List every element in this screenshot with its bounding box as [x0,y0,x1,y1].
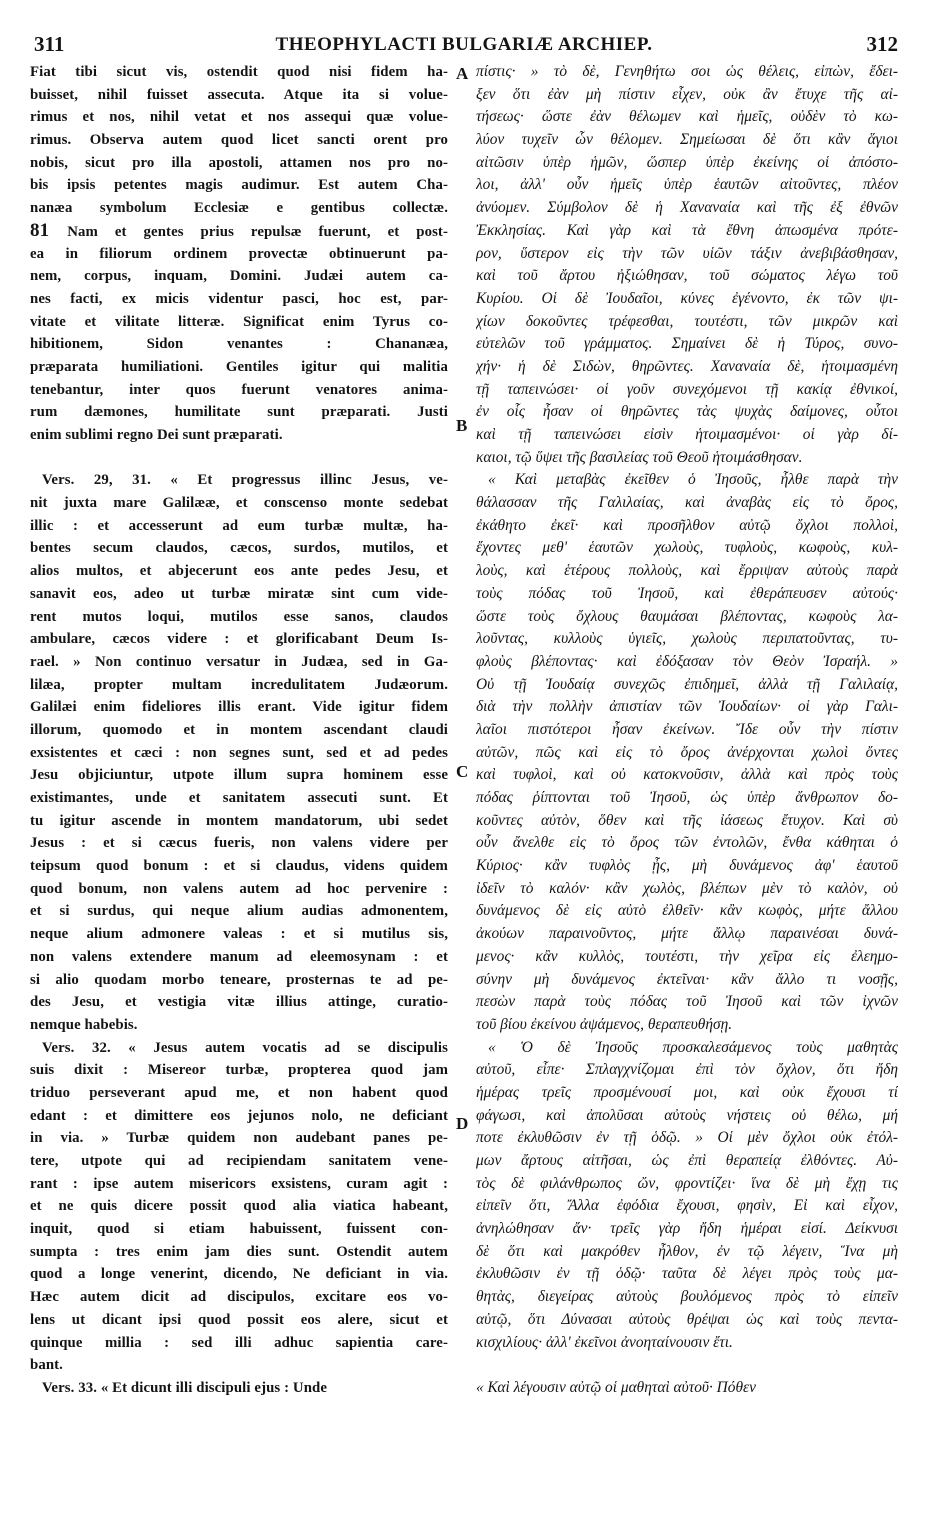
greek-line-57: κισχιλίους· ἀλλ' ἐκεῖνοι ἀνοηταίνουσιν ἔτι. [476,1333,733,1351]
latin-line-46: triduo perseverant apud me, et non habent quod [30,1084,448,1101]
greek-line-43: τοῦ βίου ἐκείνου ἀψάμενος, θεραπευθήσῃ. [476,1015,733,1033]
latin-line-41: si alio quodam morbo teneare, prosternas te ad pe- [30,971,448,988]
latin-line-23: alios multos, et abjecerunt eos ante pedes Jesu, et [30,563,448,580]
greek-line-23: λοὺς, καὶ ἑτέρους πολλοὺς, καὶ ἔρριψαν αὐτοὺς παρὰ [476,562,898,580]
latin-line-16: rum dæmones, humilitate sunt præparati. Justi [30,404,448,421]
latin-line-57: quinque millia : sed illi adhuc sapientia care- [30,1334,448,1351]
greek-line-39: ἀκούων παραινοῦντος, μήτε ἄλλῳ παραινέσαι δυνά- [476,925,898,943]
greek-line-38: δυνάμενος δὲ εἰς αὐτὸ ἐλθεῖν· κἂν κωφὸς, μήτε ἄλλου [476,902,898,920]
latin-line-28: lilæa, propter multam incredulitatem Judæorum. [30,676,448,693]
latin-line-54: quod a longe venerint, dicendo, Ne deficiant in via. [30,1266,448,1283]
greek-line-46: ἡμέρας τρεῖς προσμένουσί μοι, καὶ οὐκ ἔχουσι τί [476,1083,898,1101]
greek-line-37: ἰδεῖν τὸ καλόν· κἂν χωλὸς, βλέπων μὲν τὸ καλὸν, οὐ [476,879,898,897]
greek-line-25: ὥστε τοὺς ὄχλους θαυμάσαι βλέποντας, κωφοὺς λα- [476,607,898,625]
latin-line-49: tere, utpote qui ad recipiendam sanitatem vene- [30,1153,448,1169]
latin-line-34: tu igitur ascende in montem mandatorum, ubi sedet [30,812,448,829]
latin-line-5: nobis, sicut pro illa apostoli, attamen nos pro no- [30,154,448,171]
greek-line-14: χήν· ἡ δὲ Σιδὼν, θηρῶντες. Χαναναία δὲ, ἡτοιμασμένη [476,357,898,375]
greek-line-32: καὶ τυφλοὶ, καὶ οὐ κατοκνοῦσιν, ἀλλὰ καὶ πρὸς τοὺς [476,766,898,784]
latin-line-59: Vers. 33. « Et dicunt illi discipuli ejus : Unde [42,1379,328,1396]
greek-line-12: χίων δοκοῦντες τρέφεσθαι, τουτέστι, τῶν μικρῶν καὶ [476,312,898,330]
latin-line-31: exsistentes et cæci : non segnes sunt, sed et ad pedes [30,744,448,761]
latin-line-52: inquit, quod si etiam habuissent, fuissent con- [30,1221,448,1238]
greek-line-5: αἰτῶσιν ὑπὲρ ἡμῶν, ὥσπερ ὑπὲρ ἐκείνης οἱ ἀπόστο- [476,153,898,171]
latin-line-21: illic : et accesserunt ad eum turbæ multæ, ha- [30,517,448,534]
latin-line-50: rant : ipse autem misericors exsistens, curam agit : [30,1175,448,1192]
latin-line-39: neque alium admonere valeas : et si mutilus sis, [30,926,448,943]
greek-line-17: καὶ τῇ ταπεινώσει εἰσὶν ἡτοιμασμένοι· οἱ γὰρ δί- [476,426,898,443]
greek-line-8: Ἐκκλησίας. Καὶ γὰρ καὶ τὰ ἔθνη ἀπωσμένα πρότε- [476,221,898,239]
latin-column [30,61,448,1400]
greek-line-6: λοι, ἀλλ' οὖν ἡμεῖς ὑπὲρ ἑαυτῶν αἰτοῦντες, πλέον [476,176,898,194]
greek-line-31: αὐτῶν, πῶς καὶ εἰς τὸ ὄρος ἀνέρχονται χωλοὶ ὄντες [476,743,898,761]
latin-line-53: sumpta : tres enim jam dies sunt. Ostendit autem [30,1243,448,1260]
greek-line-56: αὐτῷ, ὅτι Δύνασαι αὐτοὺς θρέψαι ὡς καὶ τοὺς πεντα- [476,1310,898,1328]
latin-line-40: non valens extendere manum ad eleemosynam : et [30,948,448,965]
greek-line-44: « Ὁ δὲ Ἰησοῦς προσκαλεσάμενος τοὺς μαθητὰς [488,1038,898,1056]
latin-line-25: rent mutos loqui, mutilos esse sanos, claudos [30,608,448,625]
latin-line-51: et ne quis dicere possit quod alia viatica habeant, [30,1198,448,1215]
latin-line-35: Jesus : et si cæcus fueris, non valens videre per [30,835,448,852]
latin-line-44: Vers. 32. « Jesus autem vocatis ad se discipulis [42,1039,448,1056]
greek-line-16: ἐν οἷς ἦσαν οἱ θηρῶντες τὰς ψυχὰς δαίμονες, οὗτοι [476,403,898,421]
latin-line-30: illorum, quomodo et in montem ascendant claudi [30,721,448,738]
greek-line-34: κοῦντες αὐτὸν, ὅθεν καὶ τῆς ἰάσεως ἔτυχον. Καὶ σὺ [476,811,898,829]
greek-column [476,61,898,1400]
greek-line-18: καιοι, τῷ ὕψει τῆς βασιλείας τοῦ Θεοῦ ἡτοιμάσθησαν. [476,448,803,466]
greek-line-1: πίστις· » τὸ δὲ, Γενηθήτω σοι ὡς θέλεις, εἰπὼν, ἔδει- [476,63,898,80]
greek-line-20: θάλασσαν τῆς Γαλιλαίας, καὶ ἀναβὰς εἰς τὸ ὄρος, [476,494,898,512]
latin-line-27: rael. » Non continuo versatur in Judæa, sed in Ga- [30,653,448,670]
greek-line-28: Οὐ τῇ Ἰουδαίᾳ συνεχῶς ἐπιδημεῖ, ἀλλὰ τῇ Γαλιλαίᾳ, [476,675,898,693]
greek-line-52: ἀνηλώθησαν ἄν· τρεῖς γὰρ ἤδη ἡμέραι εἰσί. Δείκνυσι [476,1220,898,1238]
latin-line-45: suis dixit : Misereor turbæ, propterea quod jam [30,1062,448,1079]
latin-line-58: bant. [30,1357,63,1374]
latin-line-13: hibitionem, Sidon venantes : Chananæa, [30,336,448,353]
greek-line-13: εὐτελῶν τοῦ γράμματος. Σημαίνει δὲ ἡ Τύρος, συνο- [476,335,898,353]
greek-line-55: θητὰς, διεγείρας αὐτοὺς βουλόμενος πρὸς τὸ εἰπεῖν [476,1288,898,1306]
latin-line-1: Fiat tibi sicut vis, ostendit quod nisi fidem ha- [30,64,448,80]
latin-line-29: Galilæi enim fideliores illis erant. Vide igitur fidem [30,699,448,716]
latin-line-17: enim sublimi regno Dei sunt præparati. [30,427,283,443]
latin-line-11: nes facti, ex micis videntur pasci, hoc est, par- [30,290,448,307]
marginal-letter-c: C [456,762,469,781]
greek-line-4: λύον τυχεῖν ὧν θέλομεν. Σημείωσαι δὲ ὅτι κἂν ἅγιοι [476,131,898,149]
latin-line-26: ambulare, cæcos videre : et glorificabant Deum Is- [30,631,448,648]
greek-line-3: τήσεως· ὥστε ἐὰν θέλωμεν καὶ ἡμεῖς, οὐδὲν τὸ κω- [476,108,898,126]
greek-line-24: τοὺς πόδας τοῦ Ἰησοῦ, καὶ ἐθεράπευσεν αὐτούς· [476,584,898,602]
greek-line-58 [476,1354,898,1377]
greek-line-51: εἰπεῖν ὅτι, Ἄλλα ἐφόδια ἔχουσι, φησὶν, Εἰ καὶ εἶχον, [476,1197,898,1215]
greek-line-33: πόδας ῥίπτονται τοῦ Ἰησοῦ, ὡς ὑπὲρ ἄνθρωπον δο- [476,789,898,806]
greek-line-30: λαῖοι πιστότεροι ἦσαν ἐκείνων. Ἴδε οὖν τὴν πίστιν [476,720,898,738]
greek-line-21: ἐκάθητο ἐκεῖ· καὶ προσῆλθον αὐτῷ ὄχλοι πολλοὶ, [476,516,898,534]
greek-line-15: τῇ ταπεινώσει· οἱ γοῦν συνεχόμενοι τῇ κακίᾳ ἐθνικοί, [476,380,898,398]
latin-line-37: quod bonum, non valens autem ad hoc pervenire : [30,880,448,897]
section-number: 81 [30,219,68,241]
left-page-number: 311 [34,32,65,56]
latin-line-20: nit juxta mare Galilææ, et conscenso monte sedebat [30,495,448,512]
greek-line-7: ἀνύομεν. Σύμβολον δὲ ἡ Χαναναία καὶ τῆς ἐξ ἐθνῶν [476,199,898,217]
latin-line-15: tenebantur, inter quos fuerunt venatores anima- [30,381,448,398]
latin-line-42: des Jesu, et vestigia vitæ illius attinge, curatio- [30,994,448,1011]
right-page-number: 312 [866,32,898,56]
greek-line-36: Κύριος· κἂν τυφλὸς ᾖς, μὴ δυνάμενος ἀφ' ἑαυτοῦ [476,857,898,875]
greek-line-2: ξεν ὅτι ἐὰν μὴ πίστιν εἶχεν, οὐκ ἂν ἔτυχε τῆς αἰ- [476,85,898,103]
greek-line-19: « Καὶ μεταβὰς ἐκεῖθεν ὁ Ἰησοῦς, ἦλθε παρὰ τὴν [488,471,898,489]
greek-line-49: μων ἄρτους αἰτῆσαι, ὡς ἐπὶ θεραπείᾳ ἐλθόντες. Αὐ- [476,1152,898,1169]
latin-line-55: Hæc autem dicit ad discipulos, excitare eos vo- [30,1289,448,1306]
latin-line-7: nanæa symbolum Ecclesiæ e gentibus collectæ. [30,200,448,217]
latin-line-14: præparata humiliationi. Gentiles igitur qui malitia [30,358,448,375]
latin-line-8: 81 Nam et gentes prius repulsæ fuerunt, et post- [30,219,448,241]
greek-line-11: Κυρίου. Οἱ δὲ Ἰουδαῖοι, κύνες ἐγένοντο, ἐκ τῶν ψι- [476,289,898,307]
latin-line-10: nem, corpus, inquam, Domini. Judæi autem ca- [30,268,448,285]
latin-line-36: teipsum quod bonum : et si claudus, videns quidem [30,858,448,875]
marginal-letter-a: A [456,64,469,83]
greek-line-42: πεσὼν παρὰ τοὺς πόδας τοῦ Ἰησοῦ καὶ τῶν ἰχνῶν [476,993,898,1011]
greek-line-10: καὶ τοῦ ἄρτου ἠξιώθησαν, τοῦ σώματος λέγω τοῦ [476,267,898,285]
greek-line-9: ρον, ὕστερον εἰς τὴν τῶν υἱῶν τάξιν ἀνεβιβάσθησαν, [476,244,898,262]
running-title: THEOPHYLACTI BULGARIÆ ARCHIEP. [275,34,653,55]
latin-line-9: ea in filiorum ordinem provectæ obtinuerunt pa- [30,245,448,262]
latin-line-12: vitate et vilitate litteræ. Significat enim Tyrus co- [30,313,448,330]
marginal-letter-b: B [456,416,468,435]
marginal-letter-d: D [456,1114,469,1133]
greek-line-40: μενος· κἂν κυλλὸς, τουτέστι, τὴν χεῖρα εἰς ἐλεημο- [476,947,898,965]
page-header [30,32,898,62]
greek-line-59: « Καὶ λέγουσιν αὐτῷ οἱ μαθηταὶ αὐτοῦ· Πόθεν [476,1378,756,1396]
greek-line-48: ποτε ἐκλυθῶσιν ἐν τῇ ὁδῷ. » Οἱ μὲν ὄχλοι οὐκ ἐτόλ- [476,1129,898,1147]
latin-line-24: sanavit eos, adeo ut turbæ miratæ sint cum vide- [30,585,448,602]
greek-line-35: οὖν ἄνελθε εἰς τὸ ὄρος τῶν ἐντολῶν, ἔνθα κάθηται ὁ [476,834,898,852]
greek-line-27: φλοὺς βλέποντας· καὶ ἐδόξασαν τὸν Θεὸν Ἰσραήλ. » [476,652,898,670]
greek-line-50: τὸς δὲ φιλάνθρωπος ὤν, φροντίζει· ἵνα δὲ μὴ ἔχῃ τις [476,1174,898,1192]
latin-line-48: in via. » Turbæ quidem non audebant panes pe- [30,1130,448,1147]
greek-line-54: ἐκλυθῶσιν ἐν τῇ ὁδῷ· ταῦτα δὲ λέγει πρὸς τοὺς μα- [476,1265,898,1283]
latin-line-2: buisset, nihil fuisset assecuta. Atque ita si volue- [30,86,448,103]
greek-line-53: δὲ ὅτι καὶ μακρόθεν ἦλθον, ἐν τῷ λέγειν, Ἵνα μὴ [476,1242,898,1260]
latin-line-43: nemque habebis. [30,1016,138,1033]
latin-line-18 [30,447,448,470]
latin-line-56: lens ut dicant ipsi quod possit eos alere, sicut et [30,1311,448,1328]
latin-line-4: rimus. Observa autem quod licet sancti orent pro [30,132,448,149]
greek-line-22: ἔχοντες μεθ' ἑαυτῶν χωλοὺς, τυφλοὺς, κωφοὺς, κυλ- [476,539,898,557]
greek-line-45: αὐτοῦ, εἶπε· Σπλαγχνίζομαι ἐπὶ τὸν ὄχλον, ὅτι ἤδη [476,1061,898,1079]
latin-line-32: Jesu objiciuntur, utpote illum supra hominem esse [30,767,448,784]
latin-line-6: bis ipsis petentes magis audimur. Est autem Cha- [30,177,448,194]
latin-line-47: edant : et dimittere eos jejunos nolo, ne deficiant [30,1107,448,1124]
latin-line-19: Vers. 29, 31. « Et progressus illinc Jesus, ve- [42,472,448,489]
greek-line-29: διὰ τὴν πολλὴν ἀπιστίαν τῶν Ἰουδαίων· οἱ γὰρ Γαλι- [476,698,898,716]
latin-line-22: bentes secum claudos, cæcos, surdos, mutilos, et [30,540,448,557]
latin-line-3: rimus et nos, nihil vetat et nos assequi quæ volue- [30,109,448,126]
greek-line-26: λοῦντας, κυλλοὺς ὑγιεῖς, χωλοὺς περιπατοῦντας, τυ- [476,630,898,648]
greek-line-47: φάγωσι, καὶ ἀπολῦσαι αὐτοὺς νήστεις οὐ θέλω, μή [476,1106,898,1124]
latin-line-33: existimantes, unde et sanitatem assecuti sunt. Et [30,790,448,806]
latin-line-38: et si surdus, qui neque alium audias admonentem, [30,903,448,920]
greek-line-41: σύνην μὴ δυνάμενος ἐκτεῖναι· κἂν ἄλλο τι νοσῇς, [476,970,898,988]
